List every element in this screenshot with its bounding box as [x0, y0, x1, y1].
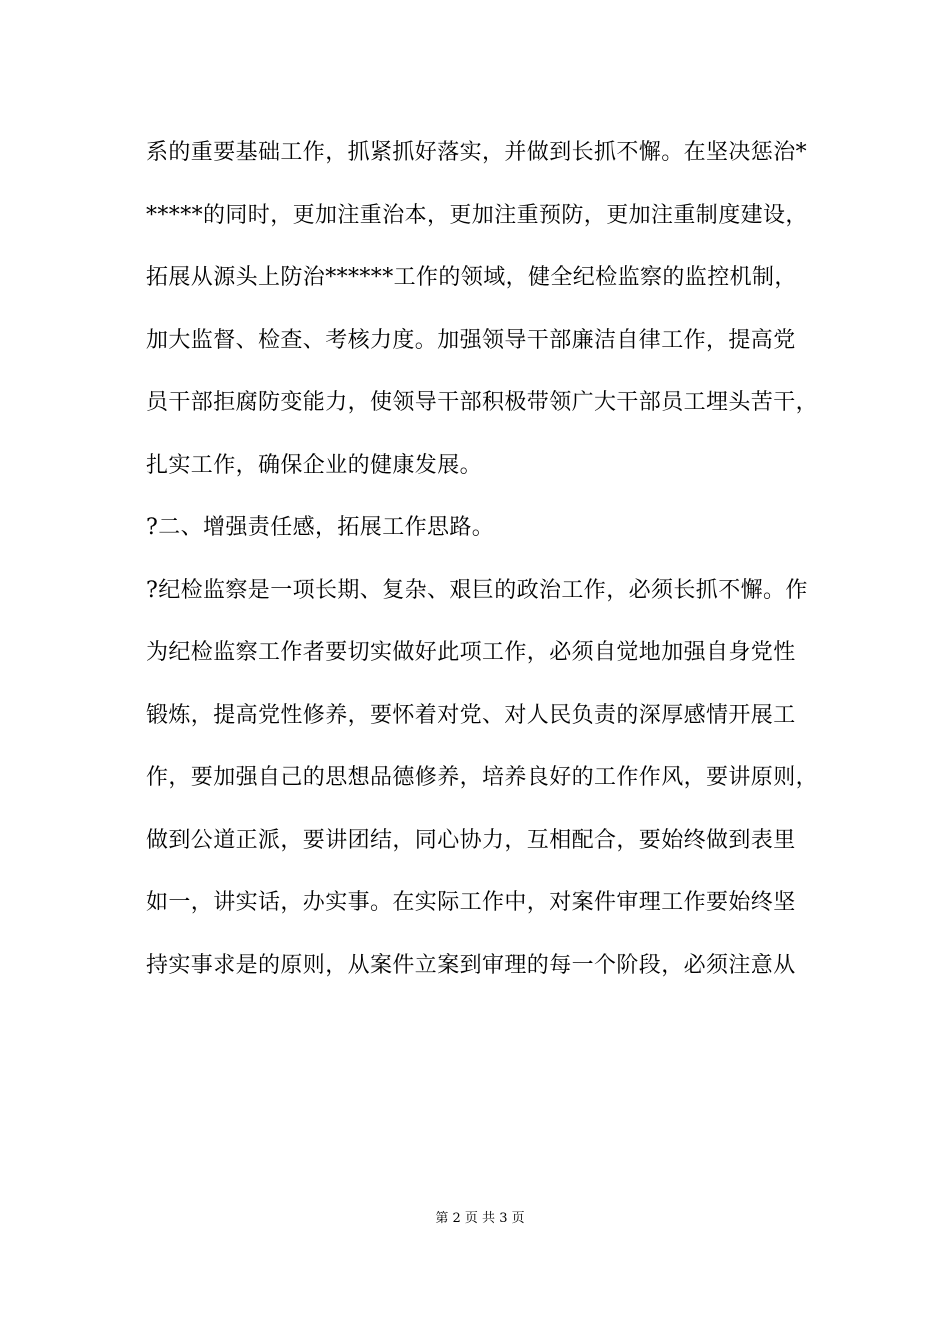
page-number-footer: 第 2 页 共 3 页 [435, 1211, 525, 1226]
text-line: 扎实工作，确保企业的健康发展。 [146, 452, 483, 478]
text-line: 做到公道正派，要讲团结，同心协力，互相配合，要始终做到表里 [146, 827, 796, 853]
text-line: *****的同时，更加注重治本，更加注重预防，更加注重制度建设， [146, 202, 808, 228]
text-line: 为纪检监察工作者要切实做好此项工作，必须自觉地加强自身党性 [146, 640, 796, 665]
text-line: 加大监督、检查、考核力度。加强领导干部廉洁自律工作，提高党 [146, 327, 796, 353]
text-line: 系的重要基础工作，抓紧抓好落实，并做到长抓不懈。在坚决惩治* [146, 140, 808, 165]
text-line: ?纪检监察是一项长期、复杂、艰巨的政治工作，必须长抓不懈。作 [146, 577, 808, 603]
text-line: 员干部拒腐防变能力，使领导干部积极带领广大干部员工埋头苦干， [146, 390, 819, 415]
text-line: 如一，讲实话，办实事。在实际工作中，对案件审理工作要始终坚 [146, 890, 796, 915]
body-text [146, 131, 836, 1006]
text-line: 锻炼，提高党性修养，要怀着对党、对人民负责的深厚感情开展工 [146, 702, 796, 728]
text-line: 拓展从源头上防治******工作的领域，健全纪检监察的监控机制， [146, 265, 797, 290]
text-line: 作，要加强自己的思想品德修养，培养良好的工作作风，要讲原则， [146, 765, 819, 790]
section-heading: ?二、增强责任感，拓展工作思路。 [146, 515, 495, 540]
text-line: 持实事求是的原则，从案件立案到审理的每一个阶段，必须注意从 [146, 952, 796, 978]
